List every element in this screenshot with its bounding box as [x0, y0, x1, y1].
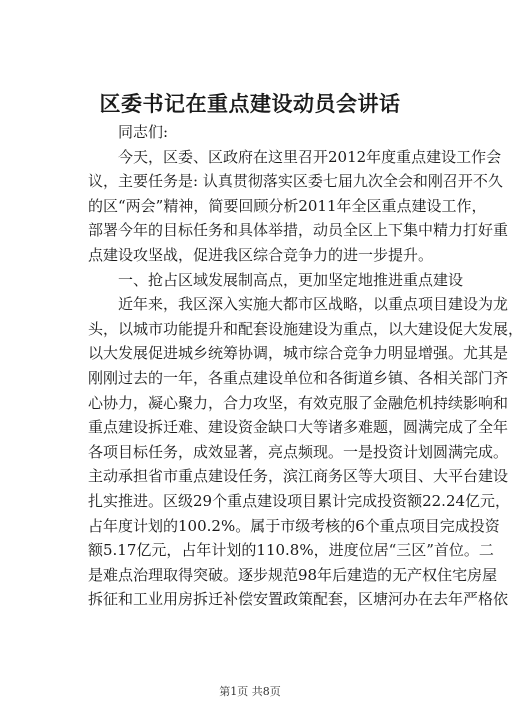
- paragraph-line: 部署今年的目标任务和具体举措，动员全区上下集中精力打好重: [88, 221, 509, 240]
- page-number-footer: 第1页 共8页: [219, 685, 281, 698]
- paragraph-line: 的区“两会”精神，简要回顾分析2011年全区重点建设工作，: [88, 196, 487, 215]
- paragraph-line: 心协力，凝心聚力，合力攻坚，有效克服了金融危机持续影响和: [88, 393, 509, 412]
- paragraph-line: 今天，区委、区政府在这里召开2012年度重点建设工作会: [118, 147, 502, 166]
- paragraph-line: 重点建设拆迁难、建设资金缺口大等诸多难题，圆满完成了全年: [88, 418, 509, 437]
- paragraph-line: 刚刚过去的一年，各重点建设单位和各街道乡镇、各相关部门齐: [88, 368, 509, 387]
- paragraph-line: 扎实推进。区级29个重点建设项目累计完成投资额22.24亿元，: [88, 491, 511, 510]
- paragraph-line: 以大发展促进城乡统筹协调，城市综合竞争力明显增强。尤其是: [88, 344, 509, 363]
- salutation-line: 同志们:: [118, 123, 169, 141]
- paragraph-line: 各项目标任务，成效显著，亮点频现。一是投资计划圆满完成。: [88, 442, 509, 461]
- paragraph-line: 占年度计划的100.2%。属于市级考核的6个重点项目完成投资: [88, 516, 500, 535]
- document-title: 区委书记在重点建设动员会讲话: [99, 91, 401, 116]
- paragraph-line: 议，主要任务是: 认真贯彻落实区委七届九次全会和刚召开不久: [88, 172, 503, 191]
- paragraph-line: 是难点治理取得突破。逐步规范98年后建造的无产权住宅房屋: [88, 565, 498, 584]
- paragraph-line: 头，以城市功能提升和配套设施建设为重点，以大建设促大发展，: [88, 319, 523, 338]
- paragraph-line: 额5.17亿元，占年计划的110.8%，进度位居“三区”首位。二: [88, 541, 494, 560]
- document-body: [88, 120, 523, 612]
- paragraph-line: 近年来，我区深入实施大都市区战略，以重点项目建设为龙: [118, 295, 509, 314]
- paragraph-line: 主动承担省市重点建设任务，滨江商务区等大项目、大平台建设: [88, 467, 509, 486]
- paragraph-line: 拆征和工业用房拆迁补偿安置政策配套，区塘河办在去年严格依: [88, 590, 509, 609]
- section-heading: 一、抢占区域发展制高点，更加坚定地推进重点建设: [118, 270, 464, 289]
- paragraph-line: 点建设攻坚战，促进我区综合竞争力的进一步提升。: [88, 245, 434, 264]
